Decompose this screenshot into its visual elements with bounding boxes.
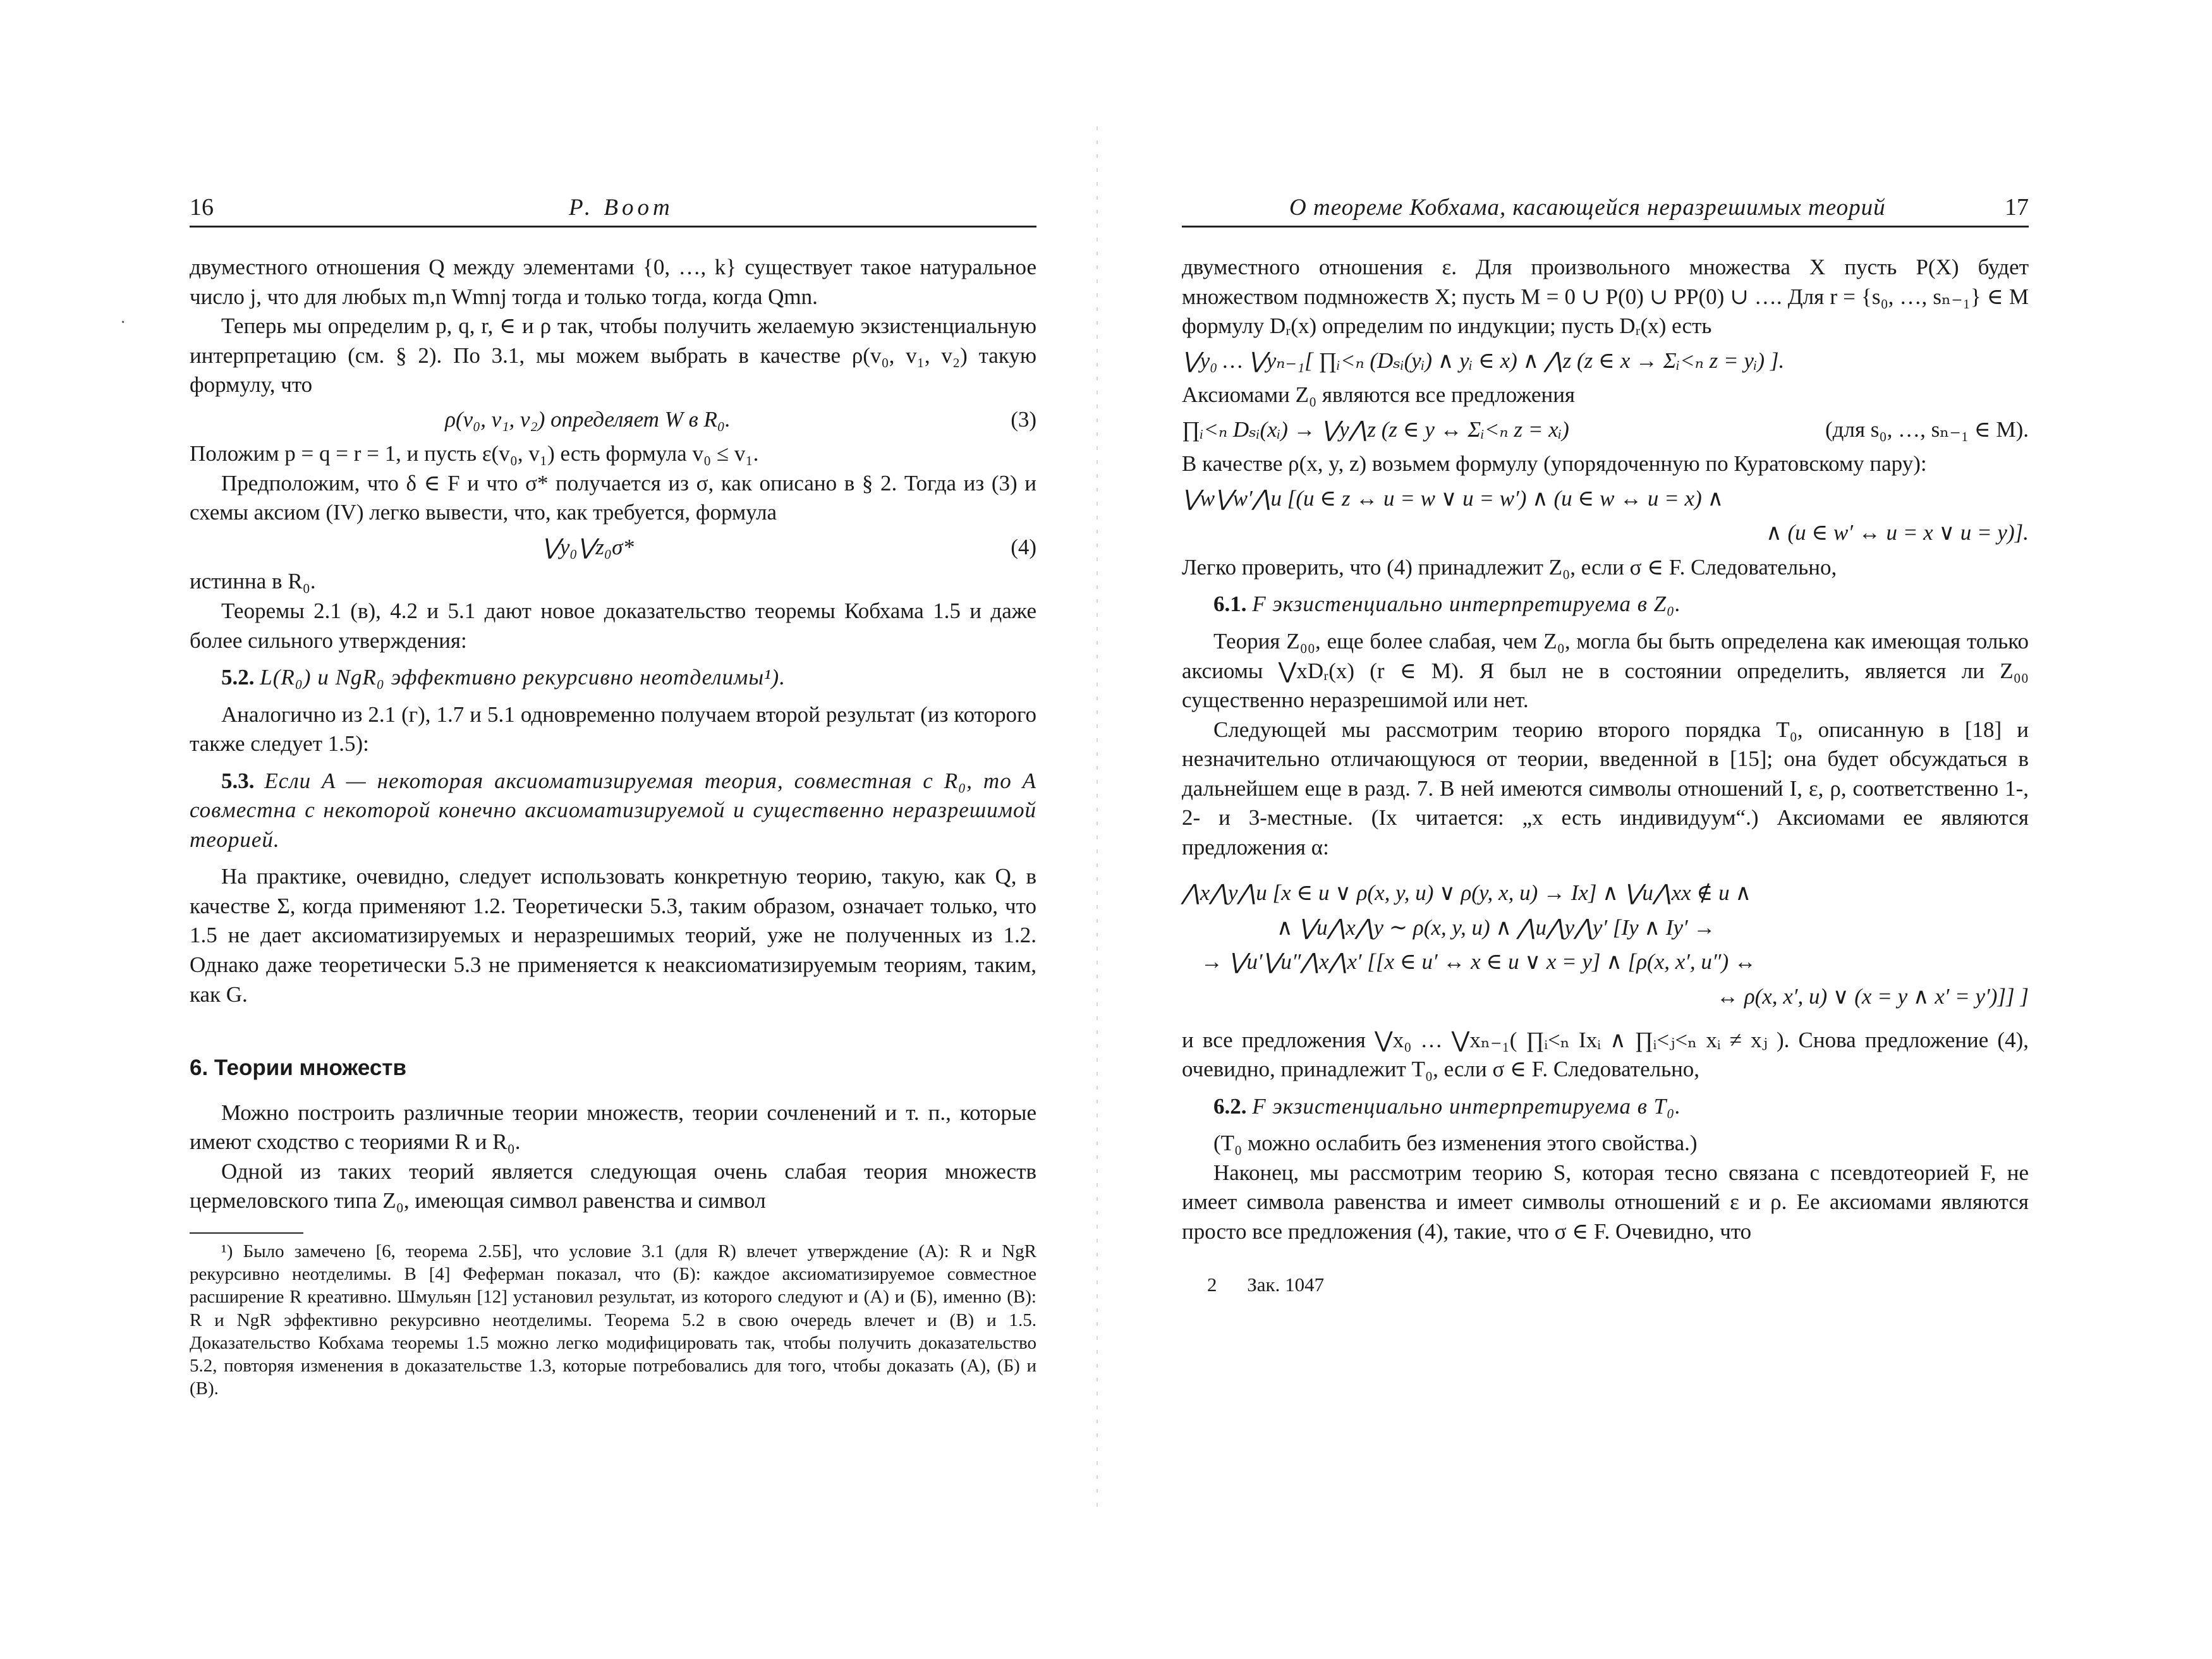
formula-alpha-line-4: ↔ ρ(x, x′, u) ∨ (x = y ∧ x′ = y′)]] ] [1717, 984, 2029, 1009]
paragraph: Одной из таких теорий является следующая очень слабая теория множеств цермеловского типа Z₀, имеющая символ равенства и символ [190, 1158, 1036, 1213]
formula-alpha-line-3: → ⋁u′⋁u″⋀x⋀x′ [[x ∈ u′ ↔ x ∈ u ∨ x = y] ∧ [ρ(x, x′, u″) ↔ [1201, 949, 1756, 975]
formula-text: ∏ᵢ<ₙ Dₛᵢ(xᵢ) → ⋁y⋀z (z ∈ y ↔ Σᵢ<ₙ z = xᵢ) [1182, 416, 1569, 442]
order-number: Зак. 1047 [1247, 1273, 1325, 1296]
formula-axioms-Z0 [1182, 415, 2029, 445]
paragraph: Положим p = q = r = 1, и пусть ε(v₀, v₁) есть формула v₀ ≤ v₁. [190, 441, 759, 466]
paragraph: Теория Z₀₀, еще более слабая, чем Z₀, могла бы быть определена как имеющая только аксиомы ⋁xDᵣ(x) (r ∈ M). Я был не в состоянии определить, является ли Z₀₀ существенно неразрешимой или нет. [1182, 629, 2029, 713]
right-page [1182, 0, 2029, 1659]
paragraph: Теперь мы определим p, q, r, ∈ и ρ так, чтобы получить желаемую экзистенциальную интерпретацию (см. § 2). По 3.1, мы можем выбрать в качестве ρ(v₀, v₁, v₂) такую формулу, что [190, 313, 1036, 398]
paragraph: Предположим, что δ ∈ F и что σ* получается из σ, как описано в § 2. Тогда из (3) и схемы аксиом (IV) легко вывести, что, как требуется, формула [190, 470, 1036, 525]
footnote: ¹) Было замечено [6, теорема 2.5Б], что условие 3.1 (для R) влечет утверждение (А): R и NgR рекурсивно неотделимы. В [4] Феферман показал, что (Б): каждое аксиоматизируемое совместное расширение R креативно. Шмульян [12] установил результат, из которого следуют и (А) и (Б), именно (В): R и NgR эффективно рекурсивно неотделимы. Теорема 5.2 в свою очередь влечет и (В) и 1.5. Доказательство Кобхама теоремы 1.5 можно легко модифицировать так, чтобы получить доказательство 5.2, повторяя изменения в доказательстве 1.3, которые потребовались для того, чтобы доказать (А), (Б) и (В). [190, 1241, 1036, 1399]
theorem-5-2 [190, 663, 1036, 693]
book-gutter [1097, 126, 1098, 1517]
formula-pair-line-1: ⋁w⋁w′⋀u [(u ∈ z ↔ u = w ∨ u = w′) ∧ (u ∈ w ↔ u = x) ∧ [1182, 485, 1724, 511]
printer-signature [1182, 1272, 2029, 1297]
paragraph: Теоремы 2.1 (в), 4.2 и 5.1 дают новое доказательство теоремы Кобхама 1.5 и даже более сильного утверждения: [190, 599, 1036, 653]
formula-Dr: ⋁y₀ … ⋁yₙ₋₁[ ∏ᵢ<ₙ (Dₛᵢ(yᵢ) ∧ yᵢ ∈ x) ∧ ⋀z (z ∈ x → Σᵢ<ₙ z = yᵢ) ]. [1182, 348, 1785, 373]
theorem-6-1 [1182, 590, 2029, 619]
formula-alpha-line-1: ⋀x⋀y⋀u [x ∈ u ∨ ρ(x, y, u) ∨ ρ(y, x, u) → Ix] ∧ ⋁u⋀xx ∉ u ∧ [1182, 880, 1751, 906]
paragraph: В качестве ρ(x, y, z) возьмем формулу (упорядоченную по Куратовскому пару): [1182, 451, 1927, 477]
formula-text: ρ(v₀, v₁, v₂) определяет W в R₀. [445, 406, 731, 432]
running-head: Р. Воот [569, 195, 674, 221]
formula-text: ⋁y₀⋁z₀σ* [542, 534, 634, 559]
theorem-number: 6.1. [1213, 592, 1247, 617]
theorem-number: 5.3. [221, 768, 255, 793]
right-page-header [1182, 191, 2029, 228]
theorem-6-2 [1182, 1092, 2029, 1122]
left-page-body [190, 253, 1036, 1401]
signature-number: 2 [1207, 1273, 1217, 1296]
paragraph: Следующей мы рассмотрим теорию второго порядка T₀, описанную в [18] и незначительно отличающуюся от теории, введенной в [15]; она будет обсуждаться в дальнейшем еще в разд. 7. В ней имеются символы отношений I, ε, ρ, соответственно 1-, 2- и 3-местные. (Ix читается: „x есть индивидуум“.) Аксиомами ее являются предложения α: [1182, 717, 2029, 860]
formula-4 [190, 533, 1036, 562]
paragraph: Аналогично из 2.1 (г), 1.7 и 5.1 одновременно получаем второй результат (из которого также следует 1.5): [190, 702, 1036, 757]
theorem-number: 6.2. [1213, 1093, 1247, 1119]
theorem-text: F экзистенциально интерпретируема в T₀. [1252, 1093, 1682, 1119]
formula-3 [190, 405, 1036, 435]
paragraph: Наконец, мы рассмотрим теорию S, которая тесно связана с псевдотеорией F, не имеет символа равенства и имеет символы отношений ε и ρ. Ее аксиомами являются просто все предложения (4), такие, что σ ∈ F. Очевидно, что [1182, 1160, 2029, 1244]
section-heading: 6. Теории множеств [190, 1055, 406, 1081]
equation-tag: (4) [1011, 534, 1036, 559]
paragraph: На практике, очевидно, следует использовать конкретную теорию, такую, как Q, в качестве Σ, когда применяют 1.2. Теоретически 5.3, таким образом, означает только, что 1.5 не дает аксиоматизируемых и неразрешимых теорий, уже не полученных из 1.2. Однако даже теоретически 5.3 не применяется к неаксиоматизируемым теориям, таким, как G. [190, 864, 1036, 1007]
stray-mark: · [120, 313, 126, 332]
left-page-header [190, 191, 1036, 228]
paragraph: (T₀ можно ослабить без изменения этого свойства.) [1213, 1131, 1698, 1156]
equation-tag: (3) [1011, 406, 1036, 432]
paragraph: двуместного отношения Q между элементами {0, …, k} существует такое натуральное число j, что для любых m,n Wmnj тогда и только тогда, когда Qmn. [190, 255, 1036, 309]
formula-note: (для s₀, …, sₙ₋₁ ∈ M). [1825, 416, 2029, 442]
theorem-number: 5.2. [221, 665, 255, 690]
paragraph: истинна в R₀. [190, 569, 316, 594]
formula-alpha-line-2: ∧ ⋁u⋀x⋀y ∼ ρ(x, y, u) ∧ ⋀u⋀y⋀y′ [Iy ∧ Iy′ → [1277, 915, 1716, 940]
page-number: 16 [190, 194, 214, 221]
left-page [190, 0, 1036, 1659]
running-head: О теореме Кобхама, касающейся неразрешимых теорий [1289, 195, 1886, 221]
formula-pair-line-2: ∧ (u ∈ w′ ↔ u = x ∨ u = y)]. [1766, 520, 2029, 545]
paragraph: двуместного отношения ε. Для произвольного множества X пусть P(X) будет множеством подмножеств X; пусть M = 0 ∪ P(0) ∪ PP(0) ∪ …. Для r = {s₀, …, sₙ₋₁} ∈ M формулу Dᵣ(x) определим по индукции; пусть Dᵣ(x) есть [1182, 255, 2029, 339]
paragraph: Можно построить различные теории множеств, теории сочленений и т. п., которые имеют сходство с теориями R и R₀. [190, 1100, 1036, 1155]
paragraph: Легко проверить, что (4) принадлежит Z₀, если σ ∈ F. Следовательно, [1182, 554, 1837, 580]
theorem-5-3 [190, 767, 1036, 855]
paragraph: и все предложения ⋁x₀ … ⋁xₙ₋₁( ∏ᵢ<ₙ Ixᵢ ∧ ∏ᵢ<ⱼ<ₙ xᵢ ≠ xⱼ ). Снова предложение (4), очевидно, принадлежит T₀, если σ ∈ F. Следовательно, [1182, 1027, 2029, 1082]
theorem-text: Если A — некоторая аксиоматизируемая теория, совместная с R₀, то A совместна с некоторой конечно аксиоматизируемой и существенно неразрешимой теорией. [190, 768, 1036, 852]
theorem-text: F экзистенциально интерпретируема в Z₀. [1252, 592, 1682, 617]
header-rule [190, 226, 1036, 228]
paragraph: Аксиомами Z₀ являются все предложения [1182, 382, 1576, 408]
header-rule [1182, 226, 2029, 228]
footnote-rule [190, 1232, 303, 1234]
theorem-text: L(R₀) и NgR₀ эффективно рекурсивно неотделимы¹). [260, 665, 786, 690]
right-page-body [1182, 253, 2029, 1298]
page-number: 17 [2005, 194, 2029, 221]
